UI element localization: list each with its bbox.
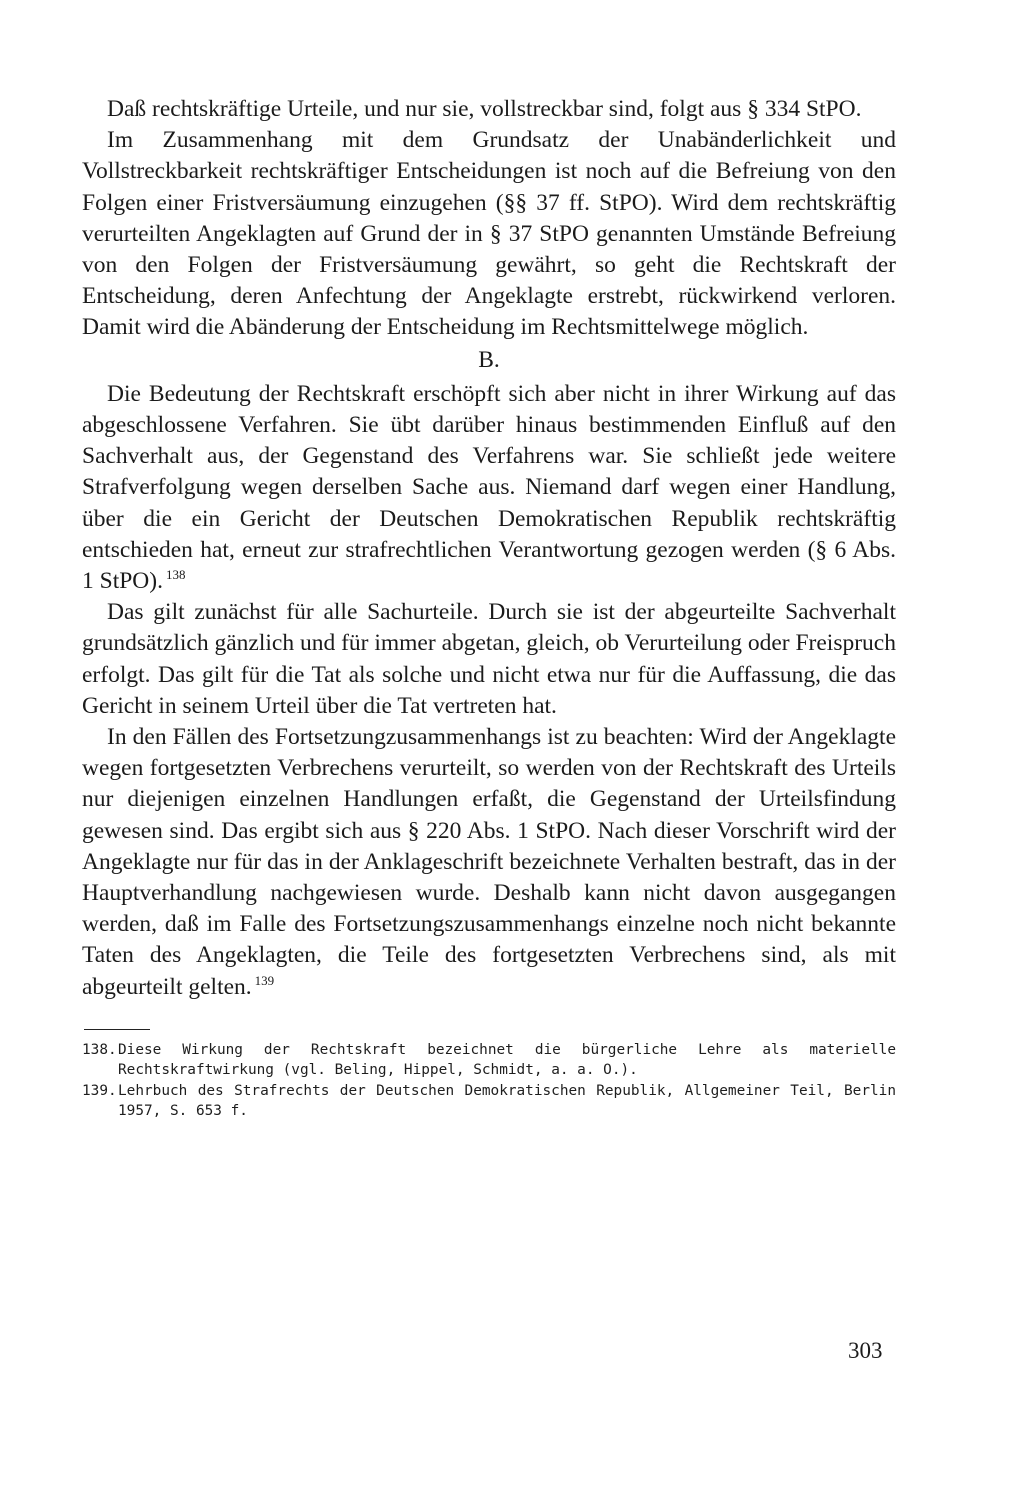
paragraph-fristversaeumung: Im Zusammenhang mit dem Grundsatz der Unabänderlichkeit und Vollstreckbarkeit rechtskräftiger Entscheidungen ist noch auf die Befreiung von den Folgen einer Fristversäumung einzugehen (§§ 37 ff. StPO). Wird dem rechtskräftig verurteilten Angeklagten auf Grund der in § 37 StPO genannten Umstände Befreiung von den Folgen der Fristversäumung gewährt, so geht die Rechtskraft der Entscheidung, deren Anfechtung der Angeklagte erstrebt, rückwirkend verloren. Damit wird die Abänderung der Entscheidung im Rechtsmittelwege möglich. (82, 127, 896, 341)
footnote-number: 139. (82, 1082, 117, 1099)
footnote-ref-139[interactable]: 139 (254, 972, 275, 988)
paragraph-fortsetzungszusammenhang (82, 722, 896, 1003)
page-number: 303 (848, 1338, 883, 1363)
paragraph-bedeutung-text: Die Bedeutung der Rechtskraft erschöpft sich aber nicht in ihrer Wirkung auf das abgeschlossene Verfahren. Sie übt darüber hinaus bestimmenden Einfluß auf den Sachverhalt aus, der Gegenstand des Verfahrens war. Sie schließt jede weitere Strafverfolgung wegen derselben Sache aus. Niemand darf wegen einer Handlung, über die ein Gericht der Deutschen Demokratischen Republik rechtskräftig entschieden hat, erneut zur strafrechtlichen Verantwortung gezogen werden (§ 6 Abs. 1 StPO). (82, 380, 896, 595)
paragraph-sachurteile: Das gilt zunächst für alle Sachurteile. Durch sie ist der abgeurteilte Sachverhalt grundsätzlich gänzlich und für immer abgetan, gleich, ob Verurteilung oder Freispruch erfolgt. Das gilt für die Tat als solche und nicht etwa nur für die Auffassung, die das Gericht in seinem Urteil über die Tat vertreten hat. (82, 599, 896, 719)
page-body (82, 94, 896, 1122)
footnote-divider (84, 1029, 150, 1030)
paragraph-fortsetzung-text: In den Fällen des Fortsetzungzusammenhangs ist zu beachten: Wird der Angeklagte wegen fortgesetzten Verbrechens verurteilt, so werden von der Rechtskraft des Urteils nur diejenigen einzelnen Handlungen erfaßt, die Gegenstand der Urteilsfindung gewesen sind. Das ergibt sich aus § 220 Abs. 1 StPO. Nach dieser Vorschrift wird der Angeklagte nur für das in der Anklageschrift bezeichnete Verhalten bestraft, das in der Hauptverhandlung nachgewiesen wurde. Deshalb kann nicht davon ausgegangen werden, daß im Falle des Fortsetzungszusammenhangs einzelne noch nicht bekannte Taten des Angeklagten, die Teile des fortgesetzten Verbrechens sind, als mit abgeurteilt gelten. (82, 724, 896, 1000)
footnote-ref-138[interactable]: 138 (165, 567, 186, 583)
footnote-138 (82, 1040, 896, 1081)
section-heading-b: B. (478, 346, 500, 373)
footnote-text: Diese Wirkung der Rechtskraft bezeichnet die bürgerliche Lehre als materielle Rechtskraftwirkung (vgl. Beling, Hippel, Schmidt, a. a. O.). (118, 1041, 896, 1079)
footnote-number: 138. (82, 1041, 117, 1058)
paragraph-bedeutung-rechtskraft (82, 379, 896, 597)
paragraph-vollstreckbarkeit: Daß rechtskräftige Urteile, und nur sie, vollstreckbar sind, folgt aus § 334 StPO. (107, 96, 862, 122)
footnote-139 (82, 1081, 896, 1122)
footnote-text: Lehrbuch des Strafrechts der Deutschen Demokratischen Republik, Allgemeiner Teil, Berlin 1957, S. 653 f. (118, 1082, 896, 1120)
